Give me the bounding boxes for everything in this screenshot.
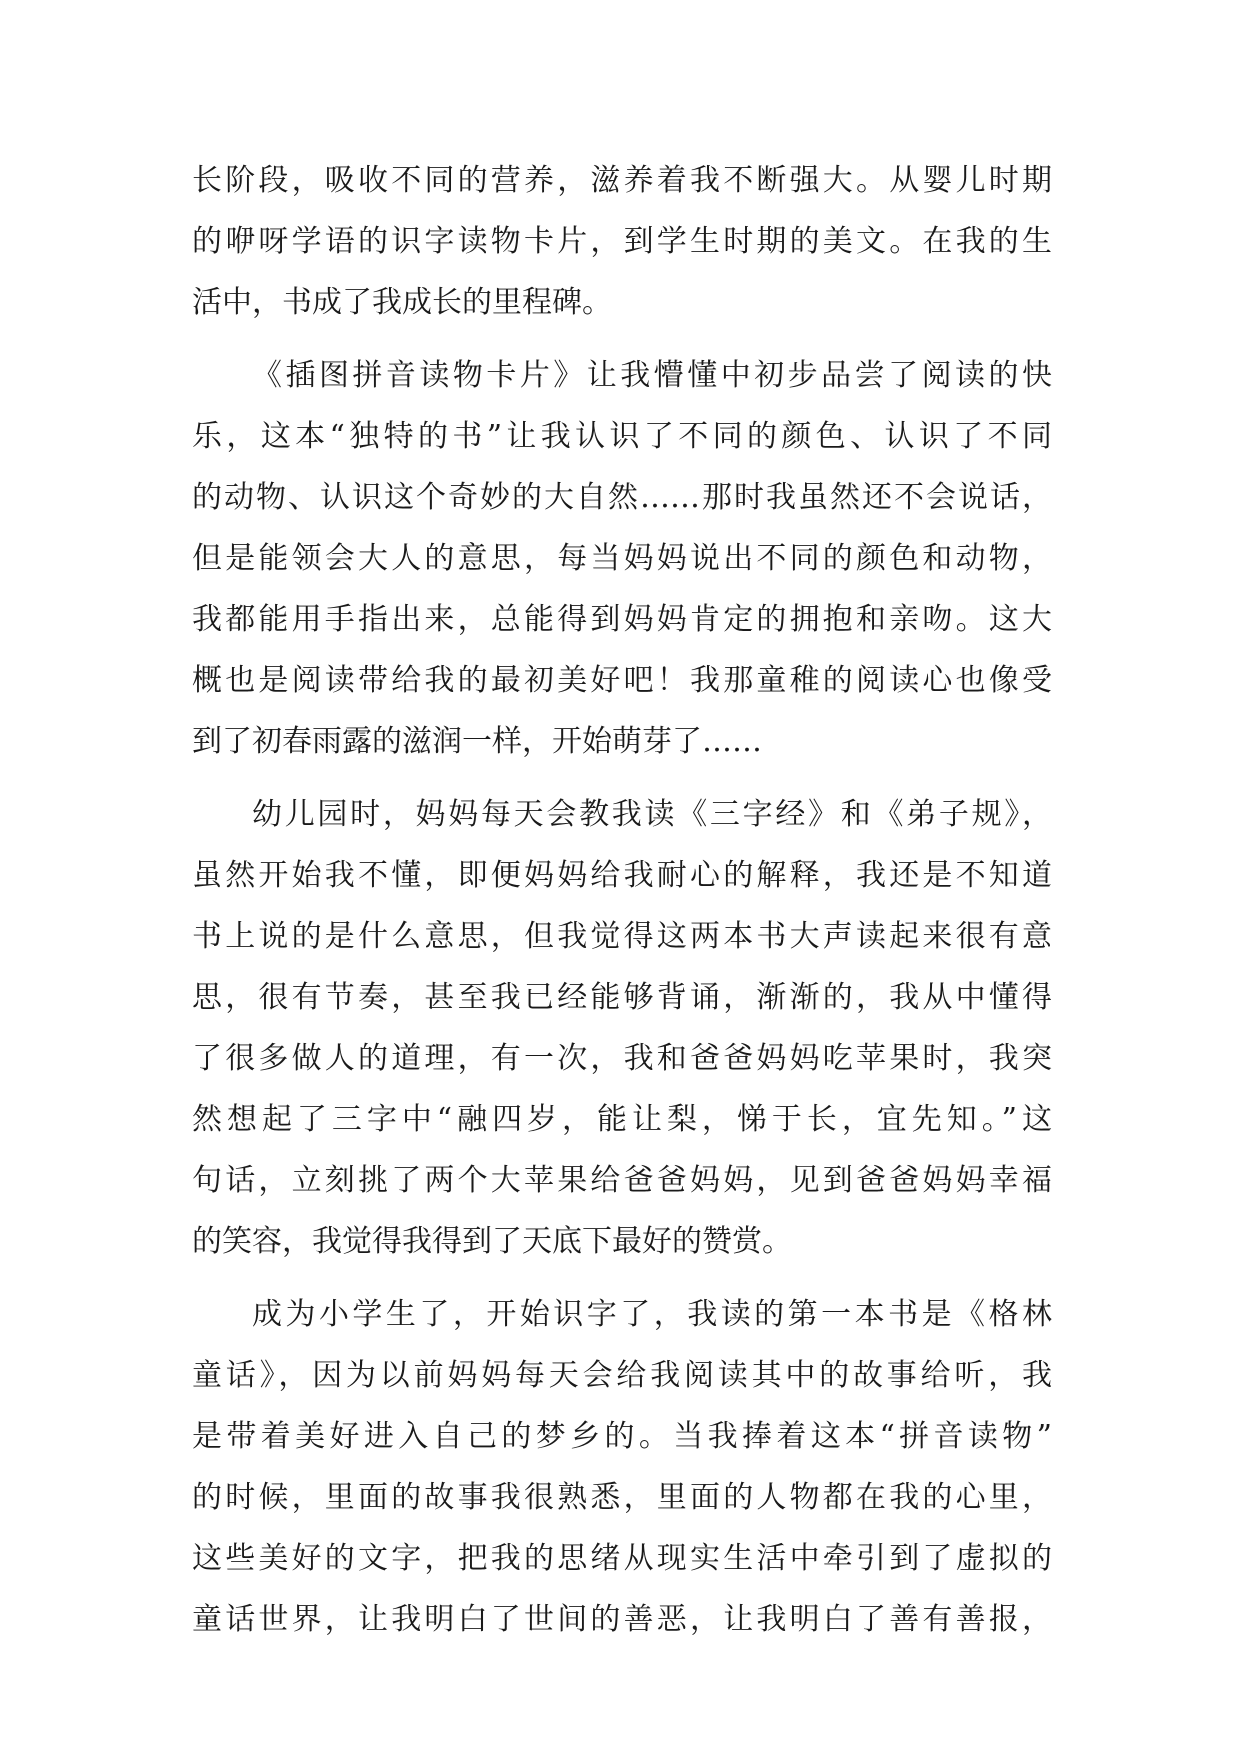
text-line: 句话，立刻挑了两个大苹果给爸爸妈妈，见到爸爸妈妈幸福 bbox=[192, 1163, 1052, 1198]
text-line: 童话世界，让我明白了世间的善恶，让我明白了善有善报， bbox=[192, 1602, 1052, 1637]
text-line: 书上说的是什么意思，但我觉得这两本书大声读起来很有意 bbox=[192, 919, 1052, 954]
paragraph-2 bbox=[192, 345, 1052, 772]
text-line: 思，很有节奏，甚至我已经能够背诵，渐渐的，我从中懂得 bbox=[192, 980, 1052, 1015]
text-line: 活中，书成了我成长的里程碑。 bbox=[192, 285, 612, 320]
text-line: 是带着美好进入自己的梦乡的。当我捧着这本“拼音读物” bbox=[192, 1419, 1052, 1454]
text-line: 我都能用手指出来，总能得到妈妈肯定的拥抱和亲吻。这大 bbox=[192, 602, 1052, 637]
text-line: 概也是阅读带给我的最初美好吧！我那童稚的阅读心也像受 bbox=[192, 663, 1052, 698]
text-line: 的动物、认识这个奇妙的大自然……那时我虽然还不会说话， bbox=[192, 480, 1052, 515]
text-line: 童话》，因为以前妈妈每天会给我阅读其中的故事给听，我 bbox=[192, 1358, 1052, 1393]
text-line: 长阶段，吸收不同的营养，滋养着我不断强大。从婴儿时期 bbox=[192, 163, 1052, 198]
paragraph-3 bbox=[192, 784, 1052, 1272]
text-line: 到了初春雨露的滋润一样，开始萌芽了…… bbox=[192, 724, 762, 759]
text-line: 然想起了三字中“融四岁，能让梨，悌于长，宜先知。”这 bbox=[192, 1102, 1052, 1137]
text-line: 《插图拼音读物卡片》让我懵懂中初步品尝了阅读的快 bbox=[252, 358, 1052, 393]
text-line: 这些美好的文字，把我的思绪从现实生活中牵引到了虚拟的 bbox=[192, 1541, 1052, 1576]
text-line: 的时候，里面的故事我很熟悉，里面的人物都在我的心里， bbox=[192, 1480, 1052, 1515]
paragraph-4 bbox=[192, 1284, 1052, 1650]
paragraph-1 bbox=[192, 150, 1052, 333]
text-line: 的咿呀学语的识字读物卡片，到学生时期的美文。在我的生 bbox=[192, 224, 1052, 259]
text-line: 但是能领会大人的意思，每当妈妈说出不同的颜色和动物， bbox=[192, 541, 1052, 576]
text-line: 幼儿园时，妈妈每天会教我读《三字经》和《弟子规》， bbox=[252, 797, 1052, 832]
text-line: 的笑容，我觉得我得到了天底下最好的赞赏。 bbox=[192, 1224, 792, 1259]
text-line: 乐，这本“独特的书”让我认识了不同的颜色、认识了不同 bbox=[192, 419, 1052, 454]
text-line: 虽然开始我不懂，即便妈妈给我耐心的解释，我还是不知道 bbox=[192, 858, 1052, 893]
document-page bbox=[192, 150, 1052, 1650]
text-line: 成为小学生了，开始识字了，我读的第一本书是《格林 bbox=[252, 1297, 1052, 1332]
text-line: 了很多做人的道理，有一次，我和爸爸妈妈吃苹果时，我突 bbox=[192, 1041, 1052, 1076]
